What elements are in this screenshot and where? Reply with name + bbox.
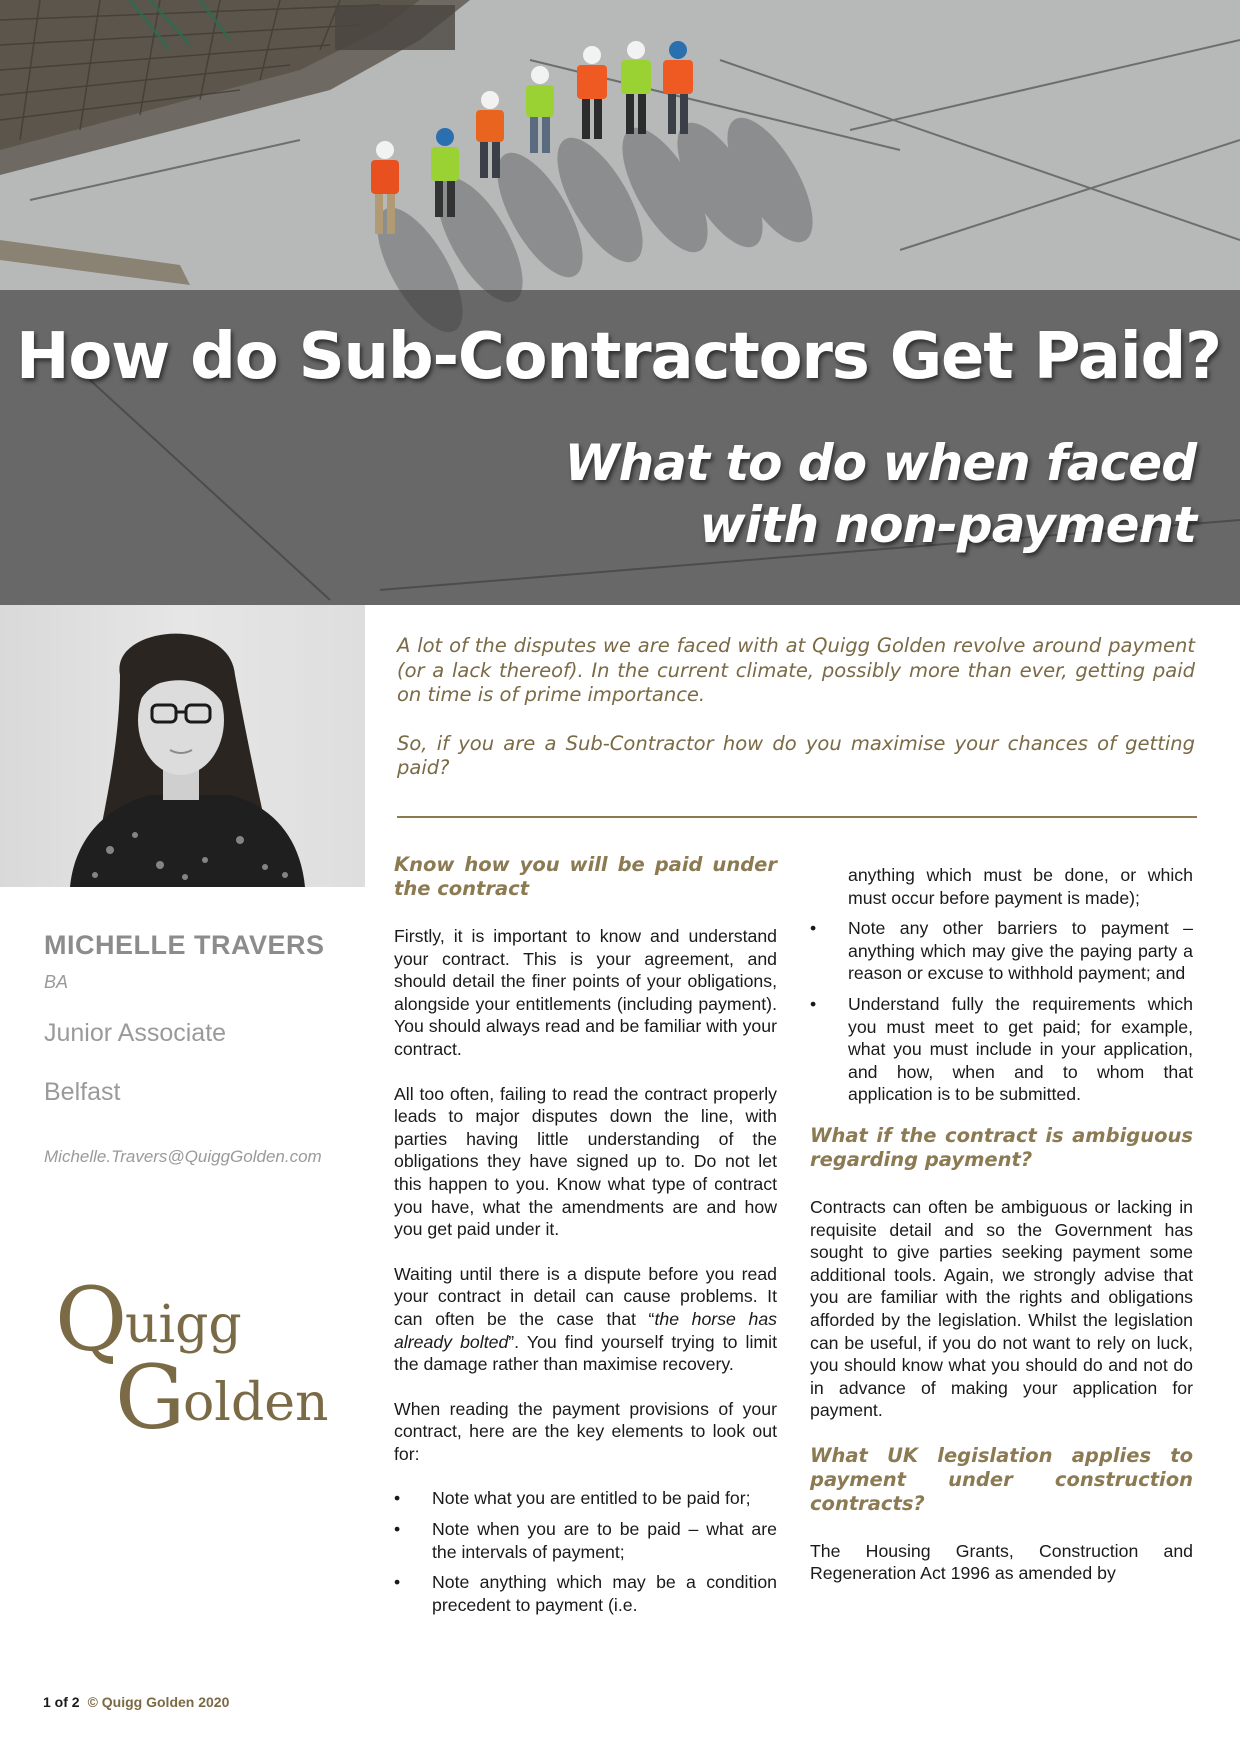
body-paragraph-horse xyxy=(394,1263,777,1376)
list-item-text: Note any other barriers to payment – anything which may give the paying party a reason or excuse to withhold payment; and xyxy=(848,918,1193,984)
bullet-icon: • xyxy=(810,993,817,1014)
quigg-golden-logo xyxy=(55,1280,355,1440)
author-office: Belfast xyxy=(44,1078,121,1106)
author-portrait xyxy=(0,605,365,887)
italic-phrase: the horse has already bolted xyxy=(394,1308,777,1352)
intro-divider xyxy=(397,816,1197,818)
list-item xyxy=(394,1518,777,1563)
list-item xyxy=(810,917,1193,985)
list-item-continuation: anything which must be done, or which must occur before payment is made); xyxy=(848,865,1193,908)
subtitle-line-2: with non-payment xyxy=(699,496,1196,554)
logo-line2-rest: olden xyxy=(183,1373,329,1433)
section-heading-know-contract: Know how you will be paid under the contract xyxy=(394,853,777,900)
body-column-right xyxy=(810,864,1193,1607)
list-item xyxy=(394,1487,777,1510)
page-number: 1 of 2 xyxy=(43,1694,80,1710)
section-heading-ambiguous: What if the contract is ambiguous regarding payment? xyxy=(810,1123,1193,1171)
body-paragraph: Contracts can often be ambiguous or lacking in requisite detail and so the Government has sought to give parties seeking payment some additional tools. Again, we strongly advise that you are familiar with the rights and obligations afforded by the legislation. Whilst the legislation can be useful, if you do not want to rely on luck, you should know what you should do and not do in advance of making your application for payment. xyxy=(810,1196,1193,1421)
body-column-left xyxy=(394,853,777,1624)
body-paragraph: The Housing Grants, Construction and Regeneration Act 1996 as amended by xyxy=(810,1540,1193,1584)
list-item-text: Note what you are entitled to be paid for; xyxy=(432,1488,751,1509)
text-run: ”. You find yourself trying to limit the damage rather than maximise recovery. xyxy=(394,1331,777,1375)
hero-banner xyxy=(0,0,1240,605)
page-footer xyxy=(43,1694,229,1710)
author-name: MICHELLE TRAVERS xyxy=(44,930,325,960)
subtitle-line-1: What to do when faced xyxy=(564,434,1196,492)
author-degree: BA xyxy=(44,972,69,992)
key-elements-list xyxy=(394,1487,777,1616)
intro-paragraph-1: A lot of the disputes we are faced with at Quigg Golden revolve around payment (or a lack thereof). In the current climate, possibly more than ever, getting paid on time is of prime importance. xyxy=(397,634,1195,706)
page-subtitle xyxy=(296,432,1196,556)
list-item-text: Note anything which may be a condition precedent to payment (i.e. xyxy=(432,1572,777,1615)
company-logo xyxy=(55,1280,355,1440)
bullet-icon: • xyxy=(394,1488,401,1509)
list-item-text: Understand fully the requirements which you must meet to get paid; for example, what you must include in your application, and how, when and to whom that application is to be submitted. xyxy=(848,993,1193,1105)
list-item-text: Note when you are to be paid – what are the intervals of payment; xyxy=(432,1519,777,1562)
logo-line1-rest: uigg xyxy=(125,1295,242,1355)
logo-q-initial: Q xyxy=(55,1280,128,1371)
bullet-icon: • xyxy=(394,1572,401,1593)
portrait-illustration xyxy=(0,605,365,887)
list-item xyxy=(810,993,1193,1106)
intro-paragraph-2: So, if you are a Sub-Contractor how do you maximise your chances of getting paid? xyxy=(397,731,1195,779)
body-paragraph: All too often, failing to read the contract properly leads to major disputes down the line, with parties having little understanding of the obligations they have signed up to. Do not let this happen to you. Know what type of contract you have, what the amendments are and how you get paid under it. xyxy=(394,1083,777,1240)
copyright-notice: © Quigg Golden 2020 xyxy=(87,1694,230,1710)
logo-g-initial: G xyxy=(115,1346,186,1440)
barriers-list xyxy=(810,917,1193,1106)
author-email-link[interactable]: Michelle.Travers@QuiggGolden.com xyxy=(44,1147,322,1166)
bullet-icon: • xyxy=(810,918,817,939)
body-paragraph: When reading the payment provisions of your contract, here are the key elements to look out for: xyxy=(394,1398,777,1464)
intro-block xyxy=(397,634,1195,781)
page-title: How do Sub-Contractors Get Paid? xyxy=(16,320,1221,394)
text-run: Waiting until there is a dispute before you read your contract in detail can cause problems. It can often be the case that “ xyxy=(394,1263,777,1329)
list-item xyxy=(394,1571,777,1616)
body-paragraph: Firstly, it is important to know and understand your contract. This is your agreement, and should detail the finer points of your obligations, alongside your entitlements (including payment). You should always read and be familiar with your contract. xyxy=(394,926,777,1059)
author-role: Junior Associate xyxy=(44,1019,227,1047)
section-heading-legislation: What UK legislation applies to payment under construction contracts? xyxy=(810,1443,1193,1515)
bullet-icon: • xyxy=(394,1519,401,1540)
